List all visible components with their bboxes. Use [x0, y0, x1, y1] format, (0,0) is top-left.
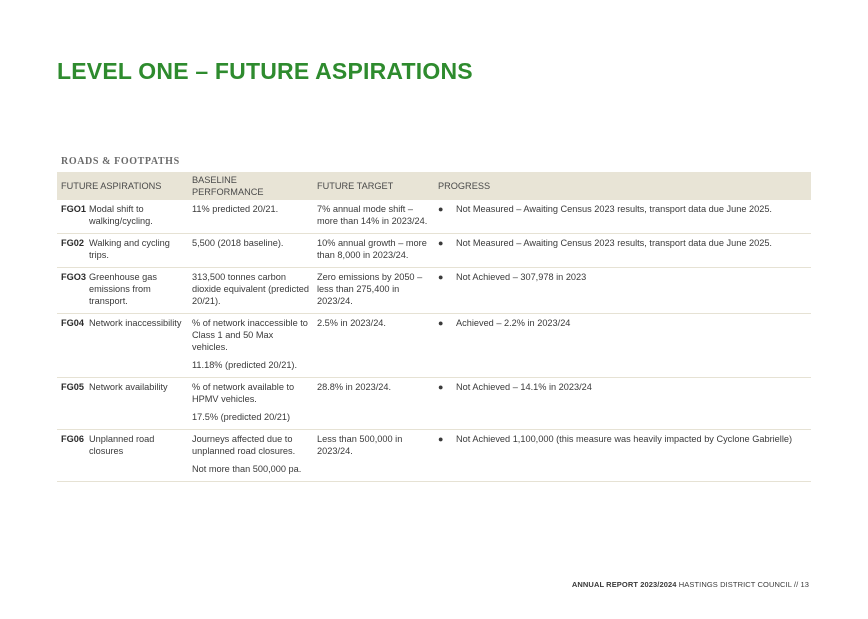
row-progress [434, 430, 811, 482]
bullet-icon: ● [438, 318, 444, 328]
row-aspiration: Unplanned road closures [87, 430, 188, 482]
header-progress: PROGRESS [434, 172, 811, 200]
header-future-target: FUTURE TARGET [313, 172, 434, 200]
row-baseline [188, 378, 313, 430]
footer-report: ANNUAL REPORT 2023/2024 [571, 580, 677, 589]
row-aspiration: Greenhouse gas emissions from transport. [87, 268, 188, 314]
row-target: 7% annual mode shift – more than 14% in 2023/24. [313, 200, 434, 234]
table-row [57, 378, 811, 430]
row-baseline [188, 430, 313, 482]
bullet-icon: ● [438, 382, 444, 392]
row-target: 28.8% in 2023/24. [313, 378, 434, 430]
row-target: 10% annual growth – more than 8,000 in 2023/24. [313, 234, 434, 268]
baseline-text: Journeys affected due to unplanned road closures. [192, 434, 296, 456]
row-code: FG04 [57, 314, 87, 378]
footer-separator: // [793, 580, 799, 589]
table-row [57, 234, 811, 268]
bullet-icon: ● [438, 204, 444, 214]
progress-text: Not Achieved 1,100,000 (this measure was heavily impacted by Cyclone Gabrielle) [456, 434, 793, 444]
row-code: FG02 [57, 234, 87, 268]
row-target: 2.5% in 2023/24. [313, 314, 434, 378]
bullet-icon: ● [438, 272, 444, 282]
row-code: FG05 [57, 378, 87, 430]
row-code: FGO3 [57, 268, 87, 314]
row-aspiration: Walking and cycling trips. [87, 234, 188, 268]
row-progress [434, 378, 811, 430]
table-row [57, 430, 811, 482]
baseline-note: Not more than 500,000 pa. [192, 464, 302, 474]
row-aspiration: Network inaccessibility [87, 314, 188, 378]
header-baseline-performance: BASELINE PERFORMANCE [188, 172, 313, 200]
table-row [57, 268, 811, 314]
aspirations-table [57, 172, 811, 482]
baseline-text: 313,500 tonnes carbon dioxide equivalent (predicted 20/21). [192, 272, 309, 306]
row-code: FG06 [57, 430, 87, 482]
row-baseline [188, 200, 313, 234]
row-baseline [188, 234, 313, 268]
progress-text: Achieved – 2.2% in 2023/24 [456, 318, 571, 328]
baseline-text: % of network inaccessible to Class 1 and 50 Max vehicles. [192, 318, 308, 352]
progress-text: Not Achieved – 14.1% in 2023/24 [456, 382, 592, 392]
row-code: FGO1 [57, 200, 87, 234]
baseline-text: 5,500 (2018 baseline). [192, 238, 284, 248]
row-target: Zero emissions by 2050 – less than 275,400 in 2023/24. [313, 268, 434, 314]
page-footer [572, 580, 809, 589]
row-progress [434, 314, 811, 378]
table-row [57, 314, 811, 378]
bullet-icon: ● [438, 238, 444, 248]
bullet-icon: ● [438, 434, 444, 444]
footer-page-number: 13 [800, 580, 809, 589]
baseline-note: 11.18% (predicted 20/21). [192, 360, 298, 370]
footer-org: HASTINGS DISTRICT COUNCIL [678, 580, 792, 589]
row-aspiration: Modal shift to walking/cycling. [87, 200, 188, 234]
row-progress [434, 268, 811, 314]
row-progress [434, 200, 811, 234]
baseline-text: 11% predicted 20/21. [192, 204, 279, 214]
baseline-note: 17.5% (predicted 20/21) [192, 412, 291, 422]
row-baseline [188, 268, 313, 314]
row-baseline [188, 314, 313, 378]
section-title: ROADS & FOOTPATHS [61, 156, 180, 167]
page-title: LEVEL ONE – FUTURE ASPIRATIONS [57, 58, 473, 84]
table-header-row [57, 172, 811, 200]
header-future-aspirations: FUTURE ASPIRATIONS [57, 172, 188, 200]
progress-text: Not Measured – Awaiting Census 2023 results, transport data due June 2025. [456, 204, 772, 214]
row-target: Less than 500,000 in 2023/24. [313, 430, 434, 482]
progress-text: Not Measured – Awaiting Census 2023 results, transport data due June 2025. [456, 238, 772, 248]
table-row [57, 200, 811, 234]
row-progress [434, 234, 811, 268]
progress-text: Not Achieved – 307,978 in 2023 [456, 272, 587, 282]
baseline-text: % of network available to HPMV vehicles. [192, 382, 295, 404]
row-aspiration: Network availability [87, 378, 188, 430]
